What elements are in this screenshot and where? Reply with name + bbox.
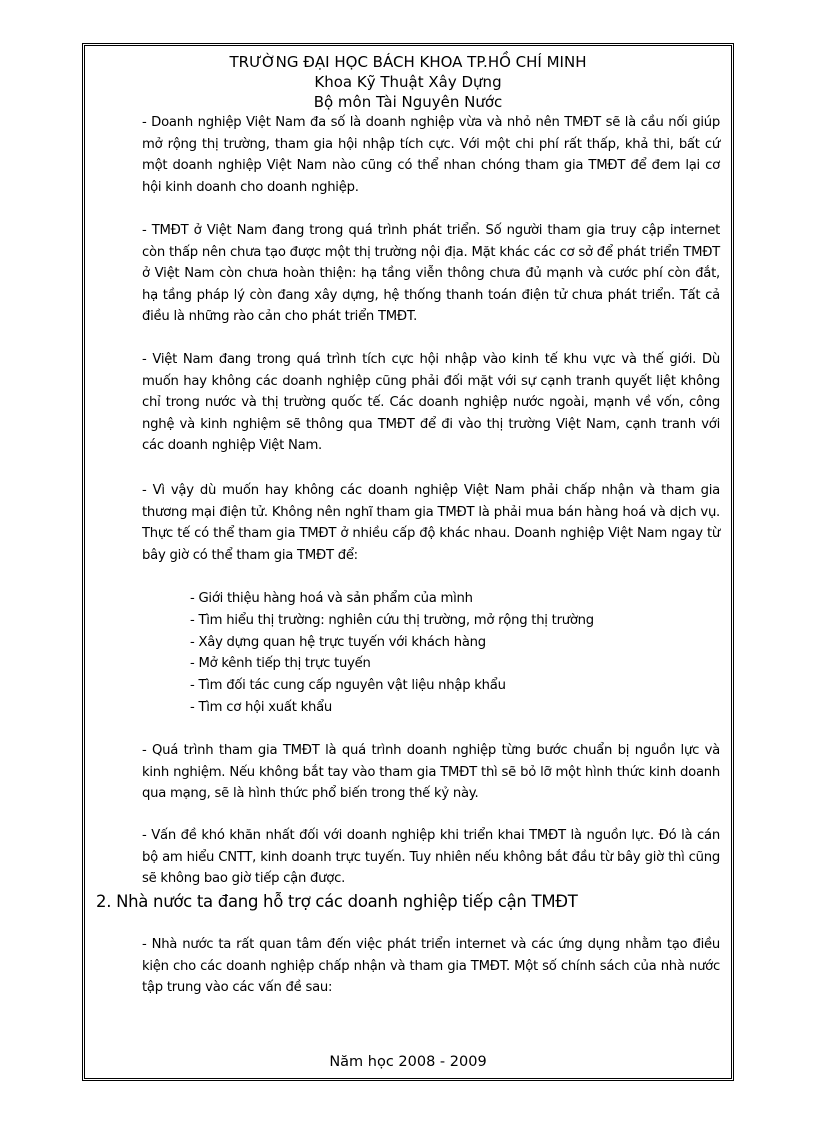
paragraph-1: - Doanh nghiệp Việt Nam đa số là doanh nghiệp vừa và nhỏ nên TMĐT sẽ là cầu nối giúp mở rộng thị trường, tham gia hội nhập tích cực. Với một chi phí rất thấp, khả thi, bất cứ một doanh nghiệp Việt Nam nào cũng có thể nhan chóng tham gia TMĐT để đem lại cơ hội kinh doanh cho doanh nghiệp. bbox=[142, 115, 720, 195]
department-name: Bộ môn Tài Nguyên Nước bbox=[313, 93, 503, 111]
section-heading: 2. Nhà nước ta đang hỗ trợ các doanh nghiệp tiếp cận TMĐT bbox=[96, 892, 578, 911]
list-item: - Tìm hiểu thị trường: nghiên cứu thị trường, mở rộng thị trường bbox=[190, 612, 594, 628]
list-item: - Giới thiệu hàng hoá và sản phẩm của mình bbox=[190, 591, 473, 606]
university-name: TRƯỜNG ĐẠI HỌC BÁCH KHOA TP.HỒ CHÍ MINH bbox=[229, 53, 587, 71]
list-item: - Tìm đối tác cung cấp nguyên vật liệu nhập khẩu bbox=[190, 678, 506, 694]
paragraph-4: - Vì vậy dù muốn hay không các doanh nghiệp Việt Nam phải chấp nhận và tham gia thương mại điện tử. Không nên nghĩ tham gia TMĐT là phải mua bán hàng hoá và dịch vụ. Thực tế có thể tham gia TMĐT ở nhiều cấp độ khác nhau. Doanh nghiệp Việt Nam ngay từ bây giờ có thể tham gia TMĐT để: bbox=[142, 483, 720, 563]
faculty-name: Khoa Kỹ Thuật Xây Dựng bbox=[314, 73, 502, 91]
academic-year: Năm học 2008 - 2009 bbox=[329, 1054, 487, 1070]
paragraph-6: - Vấn đề khó khăn nhất đối với doanh nghiệp khi triển khai TMĐT là nguồn lực. Đó là cán bộ am hiểu CNTT, kinh doanh trực tuyến. Tuy nhiên nếu không bắt đầu từ bây giờ thì cũng sẽ không bao giờ tiếp cận được. bbox=[142, 828, 720, 886]
paragraph-3: - Việt Nam đang trong quá trình tích cực hội nhập vào kinh tế khu vực và thế giới. Dù muốn hay không các doanh nghiệp cũng phải đối mặt với sự cạnh tranh quyết liệt không chỉ trong nước và thị trường quốc tế. Các doanh nghiệp nước ngoài, mạnh về vốn, công nghệ và kinh nghiệm sẽ thông qua TMĐT để đi vào thị trường Việt Nam, cạnh tranh với các doanh nghiệp Việt Nam. bbox=[142, 352, 720, 453]
list-item: - Xây dựng quan hệ trực tuyến với khách hàng bbox=[190, 634, 486, 650]
section-paragraph: - Nhà nước ta rất quan tâm đến việc phát triển internet và các ứng dụng nhằm tạo điều kiện cho các doanh nghiệp chấp nhận và tham gia TMĐT. Một số chính sách của nhà nước tập trung vào các vấn đề sau: bbox=[142, 937, 720, 995]
list-item: - Tìm cơ hội xuất khẩu bbox=[190, 699, 333, 715]
paragraph-5: - Quá trình tham gia TMĐT là quá trình doanh nghiệp từng bước chuẩn bị nguồn lực và kinh nghiệm. Nếu không bắt tay vào tham gia TMĐT thì sẽ bỏ lỡ một hình thức kinh doanh qua mạng, sẽ là hình thức phổ biến trong thế kỷ này. bbox=[142, 743, 720, 801]
list-item: - Mở kênh tiếp thị trực tuyến bbox=[190, 656, 371, 672]
paragraph-2: - TMĐT ở Việt Nam đang trong quá trình phát triển. Số người tham gia truy cập internet còn thấp nên chưa tạo được một thị trường nội địa. Mặt khác các cơ sở để phát triển TMĐT ở Việt Nam còn chưa hoàn thiện: hạ tầng viễn thông chưa đủ mạnh và cước phí còn đắt, hạ tầng pháp lý còn đang xây dựng, hệ thống thanh toán điện tử chưa phát triển. Tất cả điều là những rào cản cho phát triển TMĐT. bbox=[142, 223, 720, 324]
purpose-list bbox=[190, 588, 690, 719]
